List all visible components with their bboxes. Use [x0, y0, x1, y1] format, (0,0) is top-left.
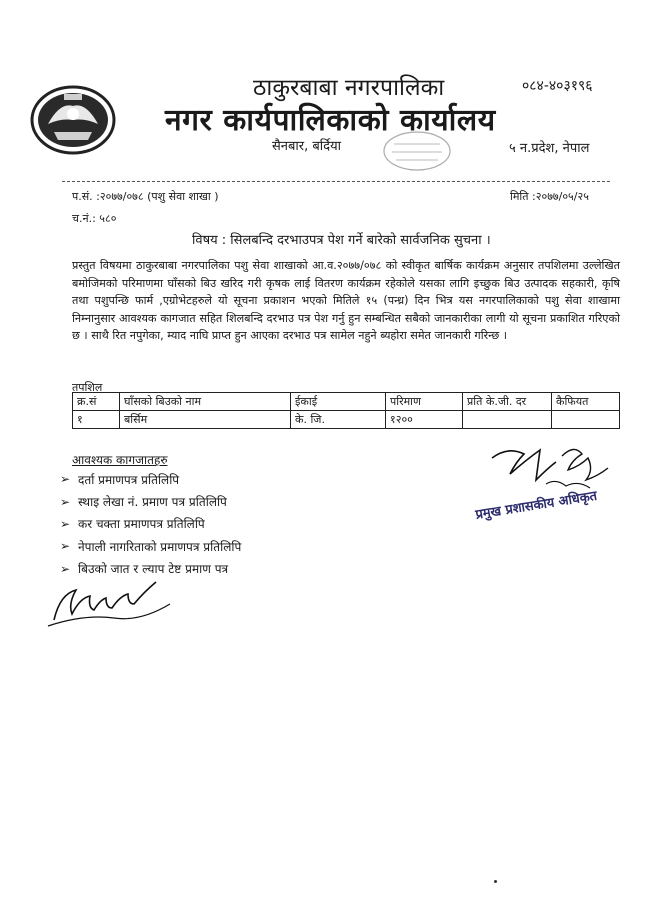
arrow-bullet-icon: ➢: [60, 516, 71, 531]
list-item-label: कर चक्ता प्रमाणपत्र प्रतिलिपि: [78, 517, 205, 532]
seed-details-table: [72, 392, 620, 429]
column-header: घाँसको बिउको नाम: [120, 393, 291, 411]
header-divider: [62, 181, 610, 182]
notice-subject: विषय : सिलबन्दि दरभाउपत्र पेश गर्ने बारेको सार्वजनिक सुचना ।: [192, 233, 491, 248]
details-caption: तपशिल: [72, 381, 103, 394]
table-cell: १: [73, 411, 120, 429]
municipality-name: ठाकुरबाबा नगरपालिका: [253, 75, 445, 101]
reference-number: प.सं. :२०७७/०७८ (पशु सेवा शाखा ): [72, 190, 219, 203]
emblem-icon: [30, 84, 116, 156]
speck: [494, 880, 497, 883]
dispatch-number: च.नं.: ५८०: [72, 212, 117, 225]
list-item-label: स्थाइ लेखा नं. प्रमाण पत्र प्रतिलिपि: [78, 495, 227, 510]
required-documents-heading: आवश्यक कागजातहरु: [72, 453, 168, 467]
list-item: [60, 513, 241, 535]
arrow-bullet-icon: ➢: [60, 539, 71, 554]
column-header: परिमाण: [386, 393, 463, 411]
table-cell: [463, 411, 552, 429]
table-cell: [552, 411, 620, 429]
arrow-bullet-icon: ➢: [60, 494, 71, 509]
table-row: [73, 411, 620, 429]
column-header: ईकाई: [291, 393, 386, 411]
office-province: ५ न.प्रदेश, नेपाल: [509, 141, 590, 156]
list-item-label: बिउको जात र ल्याप टेष्ट प्रमाण पत्र: [78, 562, 229, 577]
list-item: [60, 535, 241, 557]
list-item-label: दर्ता प्रमाणपत्र प्रतिलिपि: [78, 472, 180, 487]
office-stamp-icon: [382, 130, 452, 172]
office-name: नगर कार्यपालिकाको कार्यालय: [165, 103, 496, 138]
column-header: क्र.सं: [73, 393, 120, 411]
notice-body: प्रस्तुत विषयमा ठाकुरबाबा नगरपालिका पशु सेवा शाखाको आ.व.२०७७/०७८ को स्वीकृत बार्षिक कार्यक्रम अनुसार तपशिलमा उल्लेखित बमोजिमको परिमाणमा घाँसको बिउ खरिद गरी कृषक लाई वितरण कार्यक्रम रहेकोले यसका लागि इच्छुक बिउ उत्पादक सहकारी, कृषि तथा पशुपन्छि फार्म ,एग्रोभेटहरुले यो सूचना प्रकाशन भएको मितिले १५ (पन्ध्र) दिन भित्र यस नगरपालिकाको पशु सेवा शाखामा निम्नानुसार आवश्यक कागजात सहित शिलबन्दि दरभाउ पत्र पेश गर्नु हुन सम्बन्धित सबैको जानकारीका लागी यो सूचना प्रकाशित गरिएको छ । साथै रित नपुगेका, म्याद नाघि प्राप्त हुन आएका दरभाउ पत्र सामेल नहुने ब्यहोरा समेत जानकारी गरिन्छ ।: [72, 259, 620, 342]
author-signature-icon: [44, 574, 176, 632]
arrow-bullet-icon: ➢: [60, 561, 71, 576]
table-header-row: [73, 393, 620, 411]
list-item-label: नेपाली नागरिताको प्रमाणपत्र प्रतिलिपि: [78, 539, 242, 554]
officer-signature-icon: [486, 440, 616, 498]
letter-date: मिति :२०७७/०५/२५: [510, 190, 589, 203]
table-cell: के. जि.: [291, 411, 386, 429]
office-phone: ०८४-४०३१९६: [522, 78, 593, 94]
list-item: [60, 490, 241, 512]
column-header: प्रति के.जी. दर: [463, 393, 552, 411]
signatory-role: प्रमुख प्रशासकीय अधिकृत: [474, 488, 599, 523]
required-documents-list: [60, 468, 241, 580]
table-cell: बर्सिम: [120, 411, 291, 429]
list-item: [60, 468, 241, 490]
office-address: सैनबार, बर्दिया: [272, 139, 341, 154]
column-header: कैफियत: [552, 393, 620, 411]
table-cell: १२००: [386, 411, 463, 429]
arrow-bullet-icon: ➢: [60, 472, 71, 487]
